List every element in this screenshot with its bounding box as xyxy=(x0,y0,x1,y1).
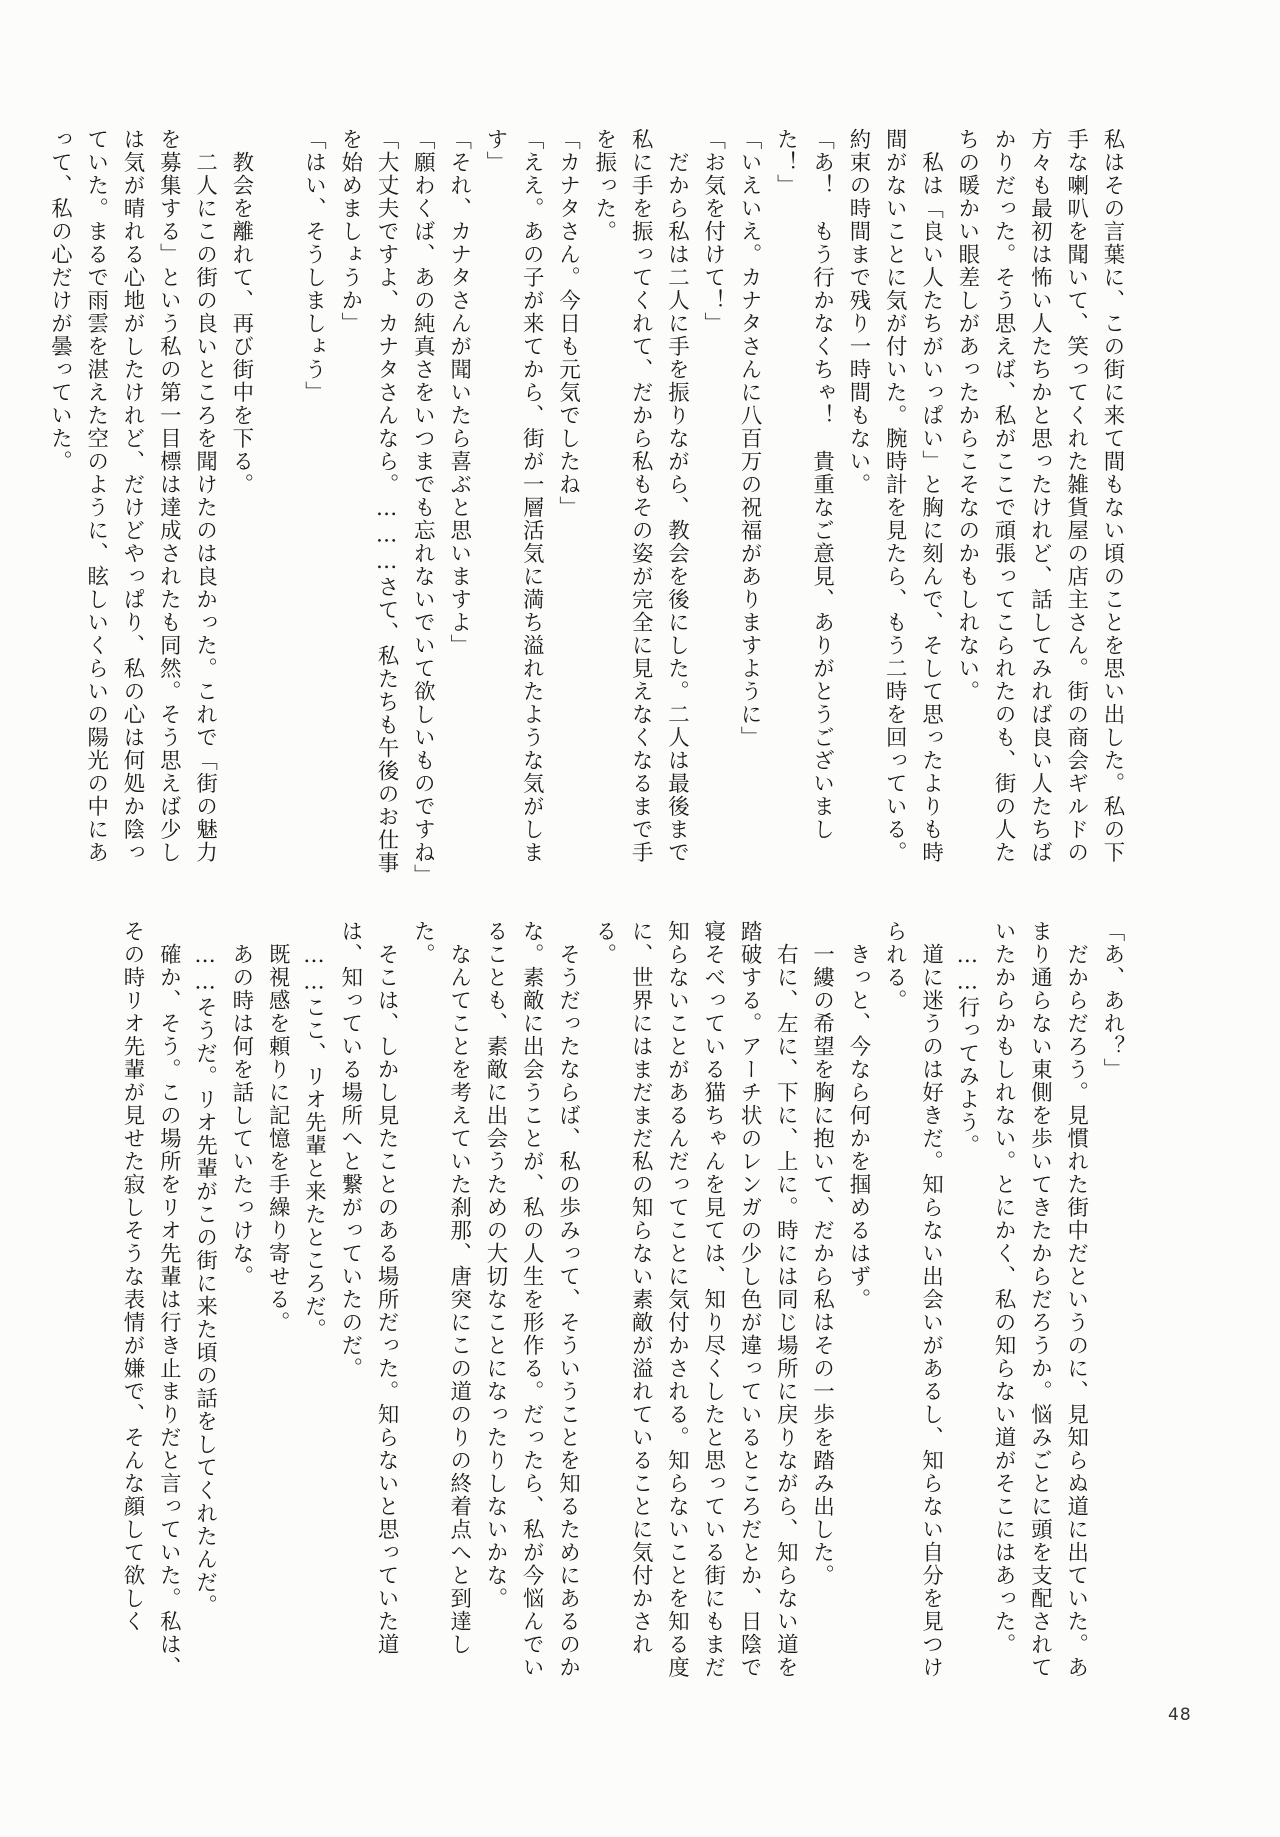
paragraph xyxy=(41,128,222,878)
paragraph xyxy=(840,920,876,1690)
paragraph-text: 一縷の希望を胸に抱いて、だから私はその一歩を踏み出した。 xyxy=(809,920,835,1587)
paragraph xyxy=(259,920,295,1690)
paragraph xyxy=(840,128,949,878)
paragraph xyxy=(731,128,767,878)
paragraph-text: 「あ、あれ？」 xyxy=(1100,920,1125,1081)
paragraph xyxy=(477,128,550,878)
paragraph xyxy=(186,920,222,1690)
paragraph-text: ……ここ、リオ先輩と来たところだ。 xyxy=(301,920,327,1342)
paragraph-text: きっと、今なら何かを掴めるはず。 xyxy=(845,920,871,1311)
paragraph-text: 「大丈夫ですよ、カナタさんなら。………さて、私たちも午後のお仕事を始めましょうか」 xyxy=(337,128,400,875)
paragraph xyxy=(295,128,331,878)
paragraph-text: ……そうだ。リオ先輩がこの街に来た頃の話をしてくれたんだ。 xyxy=(192,920,218,1618)
paragraph-text: 二人にこの街の良いところを聞けたのは良かった。これで「街の魅力を募集する」という私の第一目標は達成されたも同然。そう思えば少しは気が晴れる心地がしたけれど、だけどやっぱり、私の心は何処か陰っていた。まるで雨雲を湛えた空のように、眩しいくらいの陽光の中にあって、私の心だけが曇っていた。 xyxy=(47,128,218,864)
paragraph xyxy=(949,128,1130,878)
paragraph xyxy=(985,920,1094,1690)
paragraph xyxy=(949,920,985,1690)
paragraph xyxy=(477,920,586,1690)
paragraph-text: なんてことを考えていた刹那、唐突にこの道のりの終着点へと到達した。 xyxy=(410,920,472,1656)
paragraph-text: 既視感を頼りに記憶を手繰り寄せる。 xyxy=(265,920,291,1334)
paragraph xyxy=(114,920,187,1690)
paragraph-text: 右に、左に、下に、上に。時には同じ場所に戻りながら、知らない道を踏破する。アーチ状のレンガの少し色が違っているところだとか、日陰で寝そべっている猫ちゃんを見ては、知り尽くしたと思っている街にもまだ知らないことがあるんだってことに気付かされる。知らないことを知る度に、世界にはまだまだ私の知らない素敵が溢れていることに気付かされる。 xyxy=(591,920,799,1679)
page-number: 48 xyxy=(1168,1705,1192,1725)
paragraph-text: ……行ってみよう。 xyxy=(954,920,980,1158)
paragraph-text: そうだったならば、私の歩みって、そういうことを知るためにあるのかな。素敵に出会うことが、私の人生を形作る。だったら、私が今悩んでいることも、素敵に出会うための大切なことになったりしないかな。 xyxy=(482,920,581,1679)
paragraph-text: そこは、しかし見たことのある場所だった。知らないと思っていた道は、知っている場所へと繋がっていたのだ。 xyxy=(337,920,400,1656)
paragraph xyxy=(331,128,404,878)
paragraph-text: 教会を離れて、再び街中を下る。 xyxy=(228,128,254,496)
lower-text-block xyxy=(119,920,1130,1690)
paragraph-text: 確か、そう。この場所をリオ先輩は行き止まりだと言っていた。私は、その時リオ先輩が見せた寂しそうな表情が嫌で、そんな顔して欲しく xyxy=(119,920,182,1679)
paragraph-text: 「あ！ もう行かなくちゃ！ 貴重なご意見、ありがとうございました！」 xyxy=(773,128,835,841)
paragraph-text: 「はい、そうしましょう」 xyxy=(301,128,327,404)
paragraph xyxy=(586,128,695,878)
paragraph-text: 「願わくば、あの純真さをいつまでも忘れないでいて欲しいものですね」 xyxy=(410,128,436,887)
paragraph-text: 「それ、カナタさんが聞いたら喜ぶと思いますよ」 xyxy=(446,128,472,657)
paragraph-text: 私はその言葉に、この街に来て間もない頃のことを思い出した。私の下手な喇叭を聞いて、笑ってくれた雑貨屋の店主さん。街の商会ギルドの方々も最初は怖い人たちかと思ったけれど、話してみれば良い人たちばかりだった。そう思えば、私がここで頑張ってこられたのも、街の人たちの暖かい眼差しがあったからこそなのかもしれない。 xyxy=(954,128,1125,864)
paragraph-text: 「ええ。あの子が来てから、街が一層活気に満ち溢れたような気がします」 xyxy=(482,128,545,864)
paragraph-text: だからだろう。見慣れた街中だというのに、見知らぬ道に出ていた。あまり通らない東側を歩いてきたからだろうか。悩みごとに頭を支配されていたからかもしれない。とにかく、私の知らない道がそこにはあった。 xyxy=(991,920,1089,1679)
paragraph-text: 「お気を付けて！」 xyxy=(700,128,726,335)
paragraph xyxy=(223,920,259,1690)
paragraph xyxy=(295,920,331,1690)
paragraph xyxy=(404,920,477,1690)
upper-text-block xyxy=(47,128,1130,887)
paragraph xyxy=(331,920,404,1690)
paragraph-text: 道に迷うのは好きだ。知らない出会いがあるし、知らない自分を見つけられる。 xyxy=(882,920,944,1679)
blank-line xyxy=(259,128,295,878)
paragraph xyxy=(404,128,440,887)
paragraph xyxy=(440,128,476,878)
paragraph xyxy=(549,128,585,878)
paragraph xyxy=(803,920,839,1690)
paragraph-text: 私は「良い人たちがいっぱい」と胸に刻んで、そして思ったよりも時間がないことに気が付いた。腕時計を見たら、もう二時を回っている。約束の時間まで残り一時間もない。 xyxy=(845,128,944,864)
paragraph xyxy=(694,128,730,878)
paragraph xyxy=(586,920,804,1690)
paragraph xyxy=(223,128,259,878)
paragraph-text: 「いえいえ。カナタさんに八百万の祝福がありますように」 xyxy=(737,128,763,749)
paragraph-text: だから私は二人に手を振りながら、教会を後にした。二人は最後まで私に手を振ってくれて、だから私もその姿が完全に見えなくなるまで手を振った。 xyxy=(591,128,690,864)
paragraph-text: あの時は何を話していたっけな。 xyxy=(228,920,254,1288)
paragraph xyxy=(876,920,949,1690)
paragraph xyxy=(767,128,840,878)
paragraph xyxy=(1094,920,1130,1690)
paragraph-text: 「カナタさん。今日も元気でしたね」 xyxy=(555,128,581,519)
